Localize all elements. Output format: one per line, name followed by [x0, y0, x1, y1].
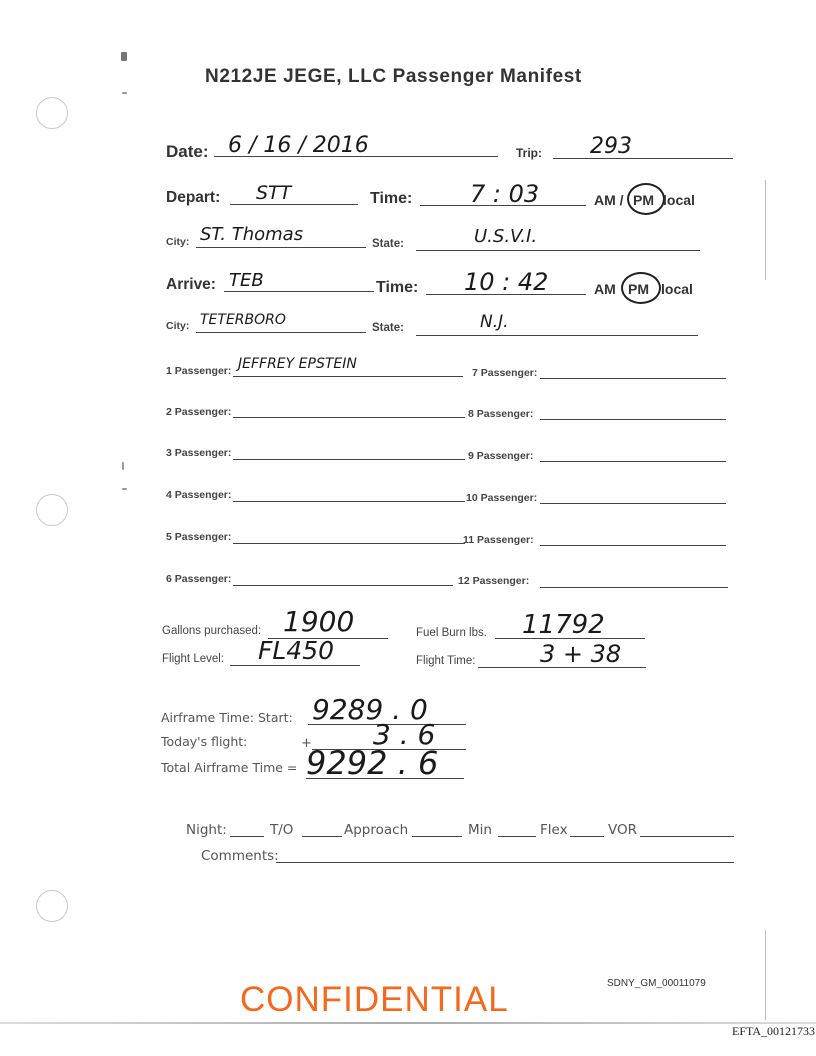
depart-line: [230, 204, 358, 205]
scan-mark: [122, 488, 127, 490]
arrive-state-value: N.J.: [480, 312, 509, 332]
arrive-pm-label: PM: [628, 281, 649, 297]
passenger-8-label: 8 Passenger:: [468, 408, 534, 420]
night-line: [230, 836, 264, 837]
approach-line: [412, 836, 462, 837]
depart-pm-label: PM: [633, 192, 654, 208]
binder-hole-middle: [36, 494, 68, 526]
arrive-state-line: [416, 335, 698, 336]
flight-time-label: Flight Time:: [416, 655, 476, 667]
trip-line: [553, 158, 733, 159]
depart-city-label: City:: [166, 236, 190, 248]
arrive-time-label: Time:: [376, 279, 419, 296]
arrive-pm-circle: [621, 272, 661, 304]
binder-hole-bottom: [36, 890, 68, 922]
passenger-12-label: 12 Passenger:: [458, 575, 530, 587]
passenger-6-label: 6 Passenger:: [166, 573, 232, 585]
todays-flight-label: Today's flight:: [161, 734, 248, 749]
passenger-2-line: [233, 417, 465, 418]
passenger-9-label: 9 Passenger:: [468, 450, 534, 462]
passenger-1-value: JEFFREY EPSTEIN: [238, 356, 357, 372]
scan-mark: [122, 462, 124, 470]
passenger-9-line: [540, 461, 726, 462]
arrive-line: [224, 291, 374, 292]
arrive-label: Arrive:: [166, 276, 216, 293]
gallons-purchased-label: Gallons purchased:: [162, 625, 262, 637]
vor-label: VOR: [608, 822, 638, 838]
passenger-11-line: [540, 545, 726, 546]
comments-label: Comments:: [201, 848, 279, 864]
gallons-purchased-value: 1900: [283, 605, 355, 638]
total-airframe-value: 9292 . 6: [306, 744, 439, 782]
arrive-city-value: TETERBORO: [200, 312, 286, 328]
flight-level-label: Flight Level:: [162, 653, 225, 665]
flight-level-line: [230, 665, 360, 666]
to-label: T/O: [270, 822, 294, 838]
passenger-4-line: [233, 501, 465, 502]
comments-line: [276, 862, 734, 863]
passenger-1-line: [233, 376, 463, 377]
arrive-value: TEB: [229, 270, 264, 291]
bates-number: SDNY_GM_00011079: [607, 978, 706, 989]
date-value: 6 / 16 / 2016: [228, 133, 369, 158]
scan-mark: [121, 52, 127, 61]
form-title: N212JE JEGE, LLC Passenger Manifest: [205, 66, 582, 87]
scan-bottom-edge: [0, 1022, 816, 1024]
flight-level-value: FL450: [258, 636, 335, 665]
scan-edge-line: [765, 180, 766, 280]
flex-line: [570, 836, 604, 837]
arrive-state-label: State:: [372, 322, 404, 334]
min-line: [498, 836, 536, 837]
depart-state-value: U.S.V.I.: [474, 226, 538, 247]
arrive-local-label: local: [661, 281, 693, 297]
vor-line: [640, 836, 734, 837]
fuel-burn-label: Fuel Burn lbs.: [416, 627, 487, 639]
depart-state-label: State:: [372, 238, 404, 250]
passenger-1-label: 1 Passenger:: [166, 365, 232, 377]
depart-am-label: AM /: [594, 192, 624, 208]
passenger-5-line: [233, 543, 465, 544]
confidential-stamp: CONFIDENTIAL: [240, 980, 509, 1019]
passenger-4-label: 4 Passenger:: [166, 489, 232, 501]
binder-hole-top: [36, 97, 68, 129]
depart-city-value: ST. Thomas: [200, 224, 304, 245]
depart-time-value: 7 : 03: [470, 180, 540, 208]
passenger-8-line: [540, 419, 726, 420]
passenger-3-line: [233, 459, 465, 460]
passenger-10-line: [540, 503, 726, 504]
scan-mark: [122, 92, 127, 94]
passenger-12-line: [540, 587, 728, 588]
night-label: Night:: [186, 822, 227, 838]
passenger-5-label: 5 Passenger:: [166, 531, 232, 543]
trip-label: Trip:: [516, 146, 542, 160]
date-label: Date:: [166, 142, 209, 161]
arrive-time-value: 10 : 42: [464, 268, 549, 296]
arrive-city-line: [196, 332, 366, 333]
fuel-burn-value: 11792: [522, 610, 605, 640]
depart-label: Depart:: [166, 189, 221, 206]
airframe-start-label: Airframe Time: Start:: [161, 710, 293, 725]
flight-time-value: 3 + 38: [540, 640, 622, 668]
arrive-am-label: AM: [594, 281, 616, 297]
depart-pm-circle: [627, 183, 665, 215]
to-line: [302, 836, 342, 837]
depart-city-line: [196, 247, 366, 248]
depart-value: STT: [256, 182, 292, 204]
approach-label: Approach: [344, 822, 409, 838]
depart-state-line: [416, 250, 700, 251]
efta-number: EFTA_00121733: [732, 1024, 816, 1038]
todays-flight-value: 3 . 6: [373, 718, 436, 751]
todays-flight-plus: +: [301, 736, 312, 751]
passenger-7-line: [540, 378, 726, 379]
depart-time-label: Time:: [370, 190, 413, 207]
scan-edge-line: [765, 930, 766, 1020]
total-airframe-label: Total Airframe Time =: [161, 760, 298, 775]
passenger-7-label: 7 Passenger:: [472, 367, 538, 379]
arrive-city-label: City:: [166, 320, 190, 332]
depart-local-label: local: [663, 192, 695, 208]
passenger-3-label: 3 Passenger:: [166, 447, 232, 459]
passenger-10-label: 10 Passenger:: [466, 492, 538, 504]
passenger-11-label: 11 Passenger:: [463, 534, 534, 546]
min-label: Min: [468, 822, 492, 838]
flex-label: Flex: [540, 822, 568, 838]
passenger-2-label: 2 Passenger:: [166, 406, 232, 418]
airframe-start-value: 9289 . 0: [312, 693, 428, 726]
trip-value: 293: [590, 134, 632, 159]
passenger-6-line: [233, 585, 453, 586]
